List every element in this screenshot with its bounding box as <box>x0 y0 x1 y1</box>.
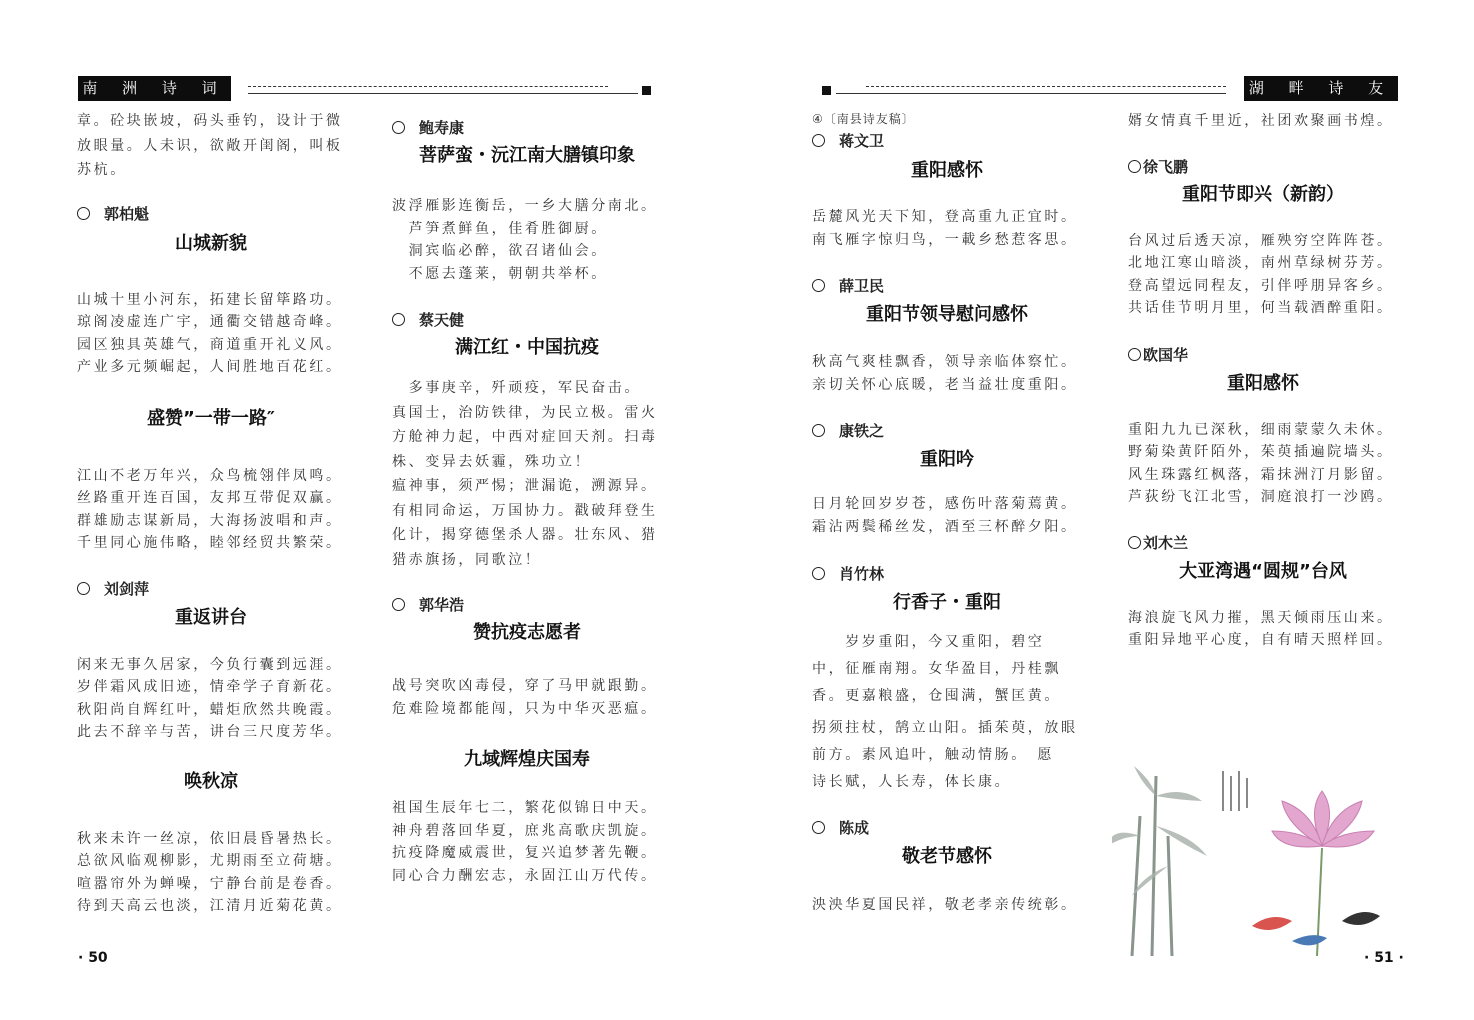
poem-title: 赞抗疫志愿者 <box>473 622 581 643</box>
column-3 <box>812 110 1082 917</box>
poem-body: 闲来无事久居家，今负行囊到远涯。 岁伴霜风成旧迹，情牵学子育新花。 秋阳尚自辉红叶，蜡炬欣然共晚霞。 此去不辞辛与苦，讲台三尺度芳华。 <box>77 656 343 740</box>
poem-author: 刘剑萍 <box>77 579 345 599</box>
poem-title: 山城新貌 <box>175 232 247 254</box>
poem-title: 九域辉煌庆国寿 <box>464 749 590 770</box>
intro-text: 章。砼块嵌坡，码头垂钓，设计于微 放眼量。人未识，欲敞开闺阁，叫板 苏杭。 <box>77 113 343 178</box>
right-header-title: 湖 畔 诗 友 <box>1244 76 1398 101</box>
source-note: ④〔南县诗友稿〕 <box>812 112 915 126</box>
left-header-rule <box>248 86 608 87</box>
poem-author: 康铁之 <box>812 421 1082 441</box>
poem-title: 重阳吟 <box>920 449 974 470</box>
poem-body: 战号突吹凶毒侵，穿了马甲就跟勤。 危难险境都能闯，只为中华灭恶瘟。 <box>392 678 658 717</box>
poem-title: 重阳感怀 <box>1227 372 1299 394</box>
left-header-rule-solid <box>248 93 638 94</box>
poem-title: 重阳节领导慰问感怀 <box>866 304 1028 325</box>
poem-title: 唤秋凉 <box>184 770 238 792</box>
right-header-rule-solid <box>836 93 1226 94</box>
poem-author: 肖竹林 <box>812 564 1082 584</box>
poem-title: 重返讲台 <box>175 606 247 628</box>
poem-body: 泱泱华夏国民祥，敬老孝亲传统彰。 <box>812 897 1078 913</box>
poem-title: 重阳节即兴（新韵） <box>1182 183 1344 205</box>
poem-author: 郭华浩 <box>392 595 662 615</box>
lotus-bamboo-illustration <box>1112 756 1412 956</box>
poem-body: 重阳九九已深秋，细雨蒙蒙久未休。 野菊染黄阡陌外，茱萸插遍院墙头。 风生珠露红枫落，霜抹洲汀月影留。 芦荻纷飞江北雪，洞庭浪打一沙鸥。 <box>1128 421 1394 505</box>
intro-text: 婿女情真千里近，社团欢聚画书煌。 <box>1128 113 1394 129</box>
poem-title: 菩萨蛮・沅江南大膳镇印象 <box>419 145 635 166</box>
poem-author: 薛卫民 <box>812 276 1082 296</box>
poem-body: 岁岁重阳，今又重阳，碧空 中，征雁南翔。女华盈目，丹桂飘 香。更嘉粮盛，仓囤满，蟹匡黄。 拐须拄杖，鹄立山阳。插茱萸，放眼 前方。素风追叶，触动情肠。 愿 诗长赋，人长寿，体长康。 <box>812 634 1078 790</box>
left-header-title: 南 洲 诗 词 <box>78 76 231 101</box>
poem-author: 蔡天健 <box>392 310 662 330</box>
poem-title: 满江红・中国抗疫 <box>455 337 599 358</box>
left-page-number: · 50 <box>78 950 108 966</box>
poem-body: 江山不老万年兴，众鸟梳翎伴凤鸣。 丝路重开连百国，友邦互带促双赢。 群雄励志谋新局，大海扬波唱和声。 千里同心施伟略，睦邻经贸共繁荣。 <box>77 467 343 551</box>
poem-body: 波浮雁影连衡岳，一乡大膳分南北。 芦笋煮鲜鱼，佳肴胜御厨。 洞宾临必醉，欲召诸仙会。 不愿去蓬莱，朝朝共举杯。 <box>392 198 658 282</box>
poem-author: 徐飞鹏 <box>1128 157 1398 177</box>
right-header-square <box>822 86 831 95</box>
poem-body: 岳麓风光天下知，登高重九正宜时。 南飞雁字惊归鸟，一載乡愁惹客思。 <box>812 209 1078 248</box>
poem-author: 蒋文卫 <box>812 131 1082 151</box>
poem-title: 行香子・重阳 <box>893 592 1001 613</box>
poem-author: 陈成 <box>812 818 1082 838</box>
poem-author: 欧国华 <box>1128 345 1398 365</box>
poem-title: 大亚湾遇“圆规”台风 <box>1179 560 1347 582</box>
poem-body: 秋来未许一丝凉，依旧晨昏暑热长。 总欲风临观柳影，尤期雨至立荷塘。 喧嚣帘外为蝉噪，宁静台前是卷香。 待到天高云也淡，江清月近菊花黄。 <box>77 830 343 914</box>
left-header-square <box>642 86 651 95</box>
lotus-flower <box>1272 791 1374 847</box>
poem-body: 日月轮回岁岁苍，感伤叶落菊蔫黄。 霜沾两鬓稀丝发，酒至三杯醉夕阳。 <box>812 496 1078 535</box>
poem-body: 台风过后透天凉，雁殃穷空阵阵苍。 北地江寒山暗淡，南州草绿树芬芳。 登高望远同程友，引伴呼朋异客乡。 共话佳节明月里，何当载酒醉重阳。 <box>1128 232 1394 316</box>
poem-body: 海浪旋飞风力摧，黑天倾雨压山来。 重阳异地平心度，自有晴天照样回。 <box>1128 609 1394 648</box>
poem-title: 敬老节感怀 <box>902 846 992 867</box>
poem-body: 秋高气爽桂飘香，领导亲临体察忙。 亲切关怀心底暖，老当益壮度重阳。 <box>812 354 1078 393</box>
poem-body: 山城十里小河东，拓建长留筚路功。 琼阁凌虚连广宇，通衢交错越奇峰。 园区独具英雄气，商道重开礼义风。 产业多元频崛起，人间胜地百花红。 <box>77 291 343 375</box>
poem-author: 郭柏魁 <box>77 204 345 224</box>
column-2 <box>392 118 662 887</box>
poem-body: 祖国生辰年七二，繁花似锦日中天。 神舟碧落回华夏，庶兆高歌庆凯旋。 抗疫降魔威震世，复兴追梦著先鞭。 同心合力酬宏志，永固江山万代传。 <box>392 800 658 884</box>
column-4 <box>1128 110 1398 652</box>
column-1 <box>77 110 345 918</box>
poem-title: 重阳感怀 <box>911 160 983 181</box>
right-page-number: · 51 · <box>1364 950 1404 966</box>
poem-title: 盛赞”一带一路″ <box>147 407 275 429</box>
poem-author: 刘木兰 <box>1128 533 1398 553</box>
right-header-rule <box>866 86 1226 87</box>
koi-fish <box>1252 912 1380 945</box>
poem-body: 多事庚辛，歼顽疫，军民奋击。 真国士，治防铁律，为民立极。雷火 方舱神力起，中西对症回天剂。扫毒 株、变异去妖霾，殊功立！ 瘟神事，须严惕；泄漏诡，溯源异。 有相同命运，万国协力。戳破拜登生 化计，揭穿德堡杀人器。壮东风、猎 猎赤旗扬，同歌泣！ <box>392 380 658 568</box>
poem-author: 鲍寿康 <box>392 118 662 138</box>
